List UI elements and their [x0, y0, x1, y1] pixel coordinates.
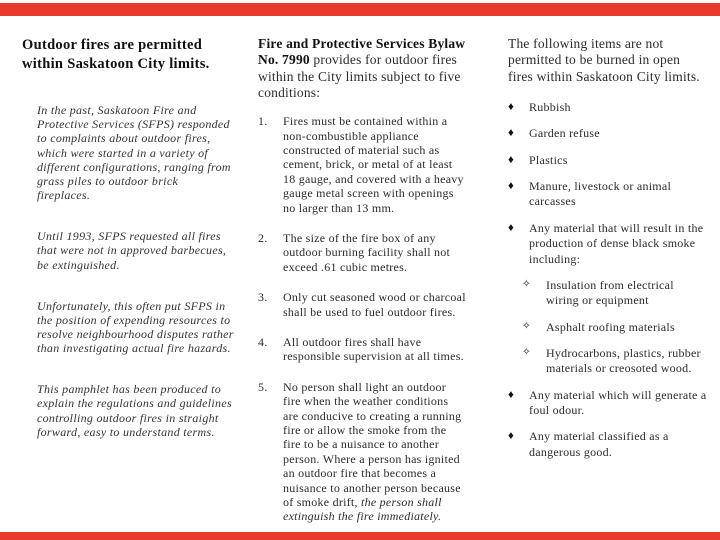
open-diamond-bullet-icon: ✧	[522, 278, 532, 290]
bylaw-title: Fire and Protective Services Bylaw No. 7990	[258, 36, 466, 68]
condition-text-regular: Fires must be contained within a non-combustible appliance constructed of material such as cement, brick, or metal of at least 18 gauge, and covered with a heavy gauge metal screen with openings no larger than 13 mm.	[283, 114, 464, 215]
prohibited-item-text: Plastics	[529, 152, 568, 167]
condition-item	[258, 290, 466, 319]
diamond-bullet-icon: ♦	[508, 180, 515, 193]
prohibited-item-text: Rubbish	[529, 99, 571, 114]
prohibited-item-group	[508, 429, 708, 460]
prohibited-sub-item	[522, 320, 708, 335]
bylaw-intro-text: provides for outdoor fires within the City limits subject to five conditions:	[258, 52, 461, 100]
condition-text-regular: Only cut seasoned wood or charcoal shall be used to fuel outdoor fires.	[283, 290, 466, 319]
prohibited-item-text: Any material that will result in the production of dense black smoke including:	[529, 220, 704, 266]
prohibited-item	[508, 221, 708, 267]
condition-item	[258, 335, 466, 364]
left-panel-heading: Outdoor fires are permitted within Saskatoon City limits.	[22, 37, 210, 72]
condition-text-regular: All outdoor fires shall have responsible supervision at all times.	[283, 335, 464, 364]
prohibited-item-text: Any material classified as a dangerous good.	[529, 429, 669, 459]
prohibited-item	[508, 153, 708, 168]
condition-text	[283, 290, 466, 319]
top-red-bar	[0, 3, 720, 16]
prohibited-sub-item	[522, 278, 708, 309]
prohibited-item-group	[508, 100, 708, 115]
condition-item	[258, 380, 466, 524]
condition-number: 3.	[258, 290, 268, 305]
condition-item	[258, 231, 466, 274]
condition-text	[283, 114, 466, 215]
condition-text-italic: the person shall extinguish the fire immediately.	[283, 494, 442, 524]
prohibited-item	[508, 179, 708, 210]
left-paragraph: In the past, Saskatoon Fire and Protective Services (SFPS) responded to complaints about outdoor fires, which were started in a variety of different configurations, ranging from grass piles to outdoor brick fireplaces.	[37, 103, 231, 203]
prohibited-item-group	[508, 126, 708, 141]
diamond-bullet-icon: ♦	[508, 430, 515, 443]
middle-panel-heading	[258, 36, 466, 101]
condition-text-regular: No person shall light an outdoor fire when the weather conditions are conducive to creating a running fire or allow the smoke from the fire to be a nuisance to another person. Where a person has ignited an outdoor fire that becomes a nuisance to another person because of smoke drift,	[283, 379, 462, 509]
prohibited-items-list	[508, 100, 708, 460]
diamond-bullet-icon: ♦	[508, 221, 515, 234]
condition-text	[283, 335, 466, 364]
prohibited-item	[508, 100, 708, 115]
prohibited-item-text: Manure, livestock or animal carcasses	[529, 179, 672, 209]
bottom-red-bar	[0, 532, 720, 540]
prohibited-item-group	[508, 221, 708, 377]
open-diamond-bullet-icon: ✧	[522, 346, 532, 358]
left-panel	[22, 36, 234, 466]
right-panel-heading: The following items are not permitted to be burned in open fires within Saskatoon City limits.	[508, 36, 700, 84]
prohibited-item-group	[508, 153, 708, 168]
condition-text	[283, 380, 466, 524]
prohibited-item	[508, 388, 708, 419]
condition-number: 2.	[258, 231, 268, 246]
diamond-bullet-icon: ♦	[508, 388, 515, 401]
left-paragraph: Until 1993, SFPS requested all fires that were not in approved barbecues, be extinguished.	[37, 229, 227, 272]
diamond-bullet-icon: ♦	[508, 100, 515, 113]
left-paragraph: Unfortunately, this often put SFPS in the position of expending resources to resolve neighbourhood disputes rather than investigating actual fire hazards.	[37, 298, 234, 356]
condition-item	[258, 114, 466, 215]
prohibited-item	[508, 429, 708, 460]
left-panel-paragraphs	[22, 103, 234, 439]
condition-number: 5.	[258, 379, 268, 394]
prohibited-sub-item	[522, 346, 708, 377]
left-paragraph: This pamphlet has been produced to explain the regulations and guidelines controlling outdoor fires in straight forward, easy to understand terms.	[37, 382, 232, 439]
prohibited-sub-item-text: Hydrocarbons, plastics, rubber materials or creosoted wood.	[546, 345, 701, 376]
prohibited-item	[508, 126, 708, 141]
prohibited-item-text: Any material which will generate a foul odour.	[529, 387, 707, 418]
open-diamond-bullet-icon: ✧	[522, 320, 532, 332]
diamond-bullet-icon: ♦	[508, 153, 515, 166]
condition-text-regular: The size of the fire box of any outdoor burning facility shall not exceed .61 cubic metres.	[283, 231, 451, 274]
condition-number: 1.	[258, 114, 268, 129]
prohibited-sub-item-text: Asphalt roofing materials	[546, 319, 675, 334]
prohibited-item-group	[508, 179, 708, 210]
diamond-bullet-icon: ♦	[508, 127, 515, 140]
right-panel	[508, 36, 708, 471]
prohibited-sub-items	[522, 278, 708, 377]
prohibited-sub-item-text: Insulation from electrical wiring or equipment	[546, 277, 674, 308]
condition-text	[283, 231, 466, 274]
prohibited-item-group	[508, 388, 708, 419]
prohibited-item-text: Garden refuse	[529, 126, 600, 141]
conditions-list	[258, 114, 466, 523]
condition-number: 4.	[258, 335, 268, 349]
middle-panel	[258, 36, 466, 540]
